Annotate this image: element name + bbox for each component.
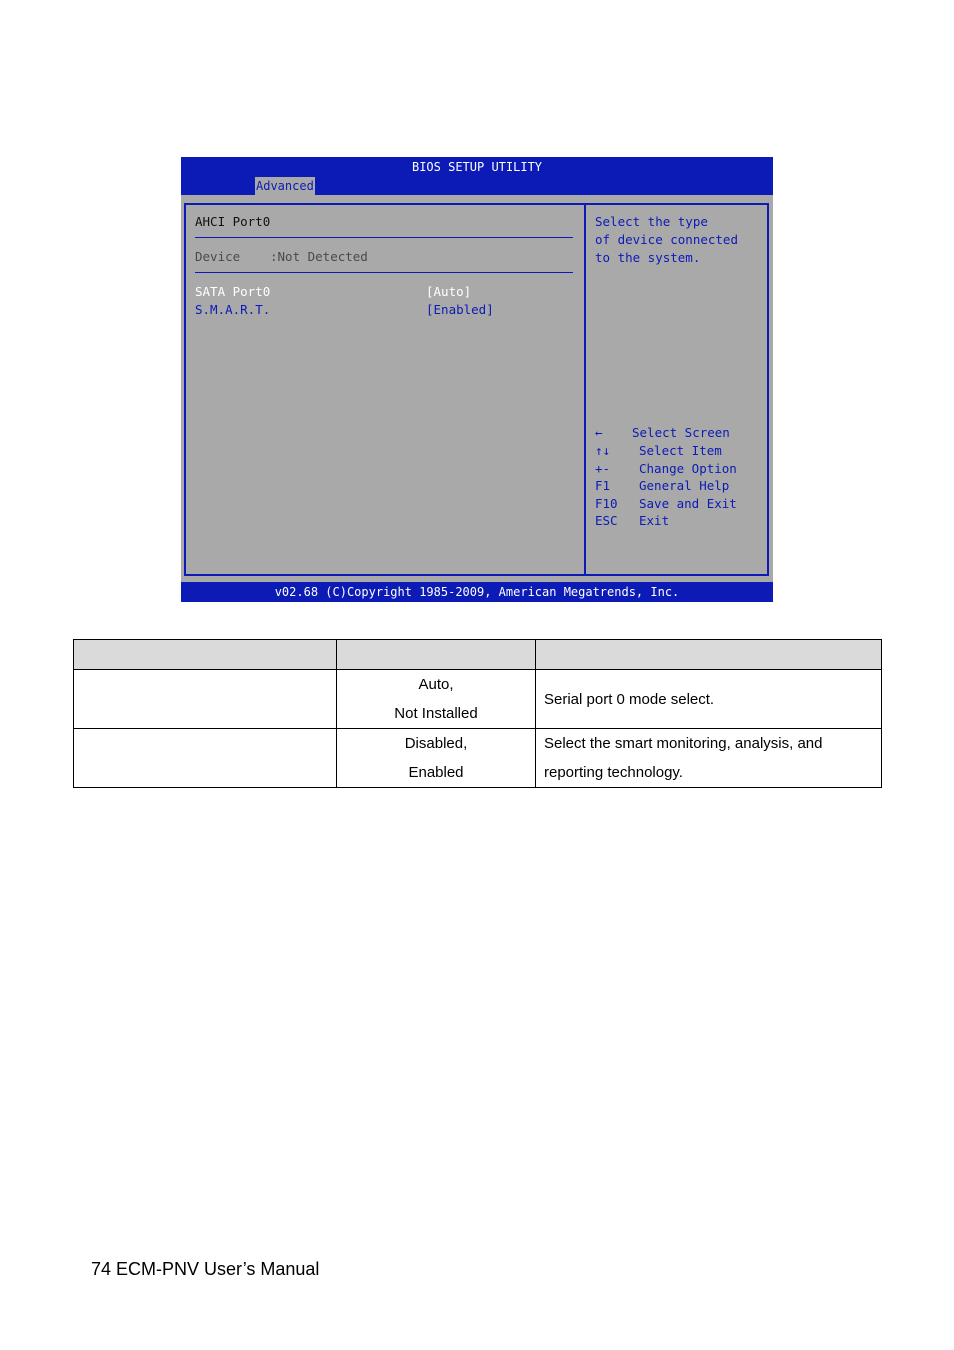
key-left-arrow-icon: ← bbox=[595, 425, 603, 440]
divider bbox=[195, 237, 573, 238]
option-value: Not Installed bbox=[394, 705, 478, 722]
table-row bbox=[74, 729, 882, 788]
help-line: Select the type bbox=[595, 214, 708, 229]
bios-title-bar: BIOS SETUP UTILITY bbox=[181, 157, 773, 177]
key-esc: ESC bbox=[595, 513, 618, 528]
key-desc: Select Item bbox=[639, 443, 722, 458]
bios-help-panel bbox=[585, 203, 769, 576]
bios-main-panel bbox=[184, 203, 585, 576]
key-desc: Save and Exit bbox=[639, 496, 737, 511]
help-line: to the system. bbox=[595, 250, 701, 265]
table-header-cell bbox=[337, 640, 536, 670]
bios-tab-bar bbox=[181, 177, 773, 195]
tab-advanced[interactable]: Advanced bbox=[256, 179, 314, 193]
smart-value[interactable]: [Enabled] bbox=[426, 302, 494, 317]
divider bbox=[195, 272, 573, 273]
option-description: Serial port 0 mode select. bbox=[544, 690, 715, 708]
sata-port0-label[interactable]: SATA Port0 bbox=[195, 284, 271, 299]
device-value: :Not Detected bbox=[270, 249, 368, 264]
table-header-row bbox=[74, 640, 882, 670]
sata-port0-value[interactable]: [Auto] bbox=[426, 284, 472, 299]
page-footer: 74 ECM-PNV User’s Manual bbox=[91, 1259, 320, 1279]
section-title: AHCI Port0 bbox=[195, 214, 271, 229]
table-header-cell bbox=[74, 640, 337, 670]
device-label: Device bbox=[195, 249, 241, 264]
table-row bbox=[74, 670, 882, 729]
option-description: reporting technology. bbox=[544, 764, 683, 781]
key-plus-minus: +- bbox=[595, 461, 611, 476]
option-value: Disabled, bbox=[404, 735, 468, 752]
key-desc: Change Option bbox=[639, 461, 737, 476]
bios-copyright-footer: v02.68 (C)Copyright 1985-2009, American Megatrends, Inc. bbox=[181, 582, 773, 602]
option-value: Enabled bbox=[408, 764, 464, 781]
table-cell bbox=[337, 670, 536, 729]
table-header-cell bbox=[536, 640, 882, 670]
option-description: Select the smart monitoring, analysis, and bbox=[544, 735, 823, 752]
table-cell bbox=[74, 729, 337, 788]
table-cell bbox=[536, 729, 882, 788]
table-cell bbox=[74, 670, 337, 729]
bios-screenshot bbox=[181, 157, 773, 602]
table-cell bbox=[337, 729, 536, 788]
table-cell bbox=[536, 670, 882, 729]
key-f10: F10 bbox=[595, 496, 618, 511]
key-desc: Exit bbox=[639, 513, 670, 528]
help-line: of device connected bbox=[595, 232, 738, 247]
key-f1: F1 bbox=[595, 478, 611, 493]
option-value: Auto, bbox=[418, 676, 454, 693]
key-updown-arrow-icon: ↑↓ bbox=[595, 443, 611, 458]
key-desc: Select Screen bbox=[632, 425, 730, 440]
options-table bbox=[73, 639, 882, 788]
smart-label[interactable]: S.M.A.R.T. bbox=[195, 302, 271, 317]
key-desc: General Help bbox=[639, 478, 730, 493]
